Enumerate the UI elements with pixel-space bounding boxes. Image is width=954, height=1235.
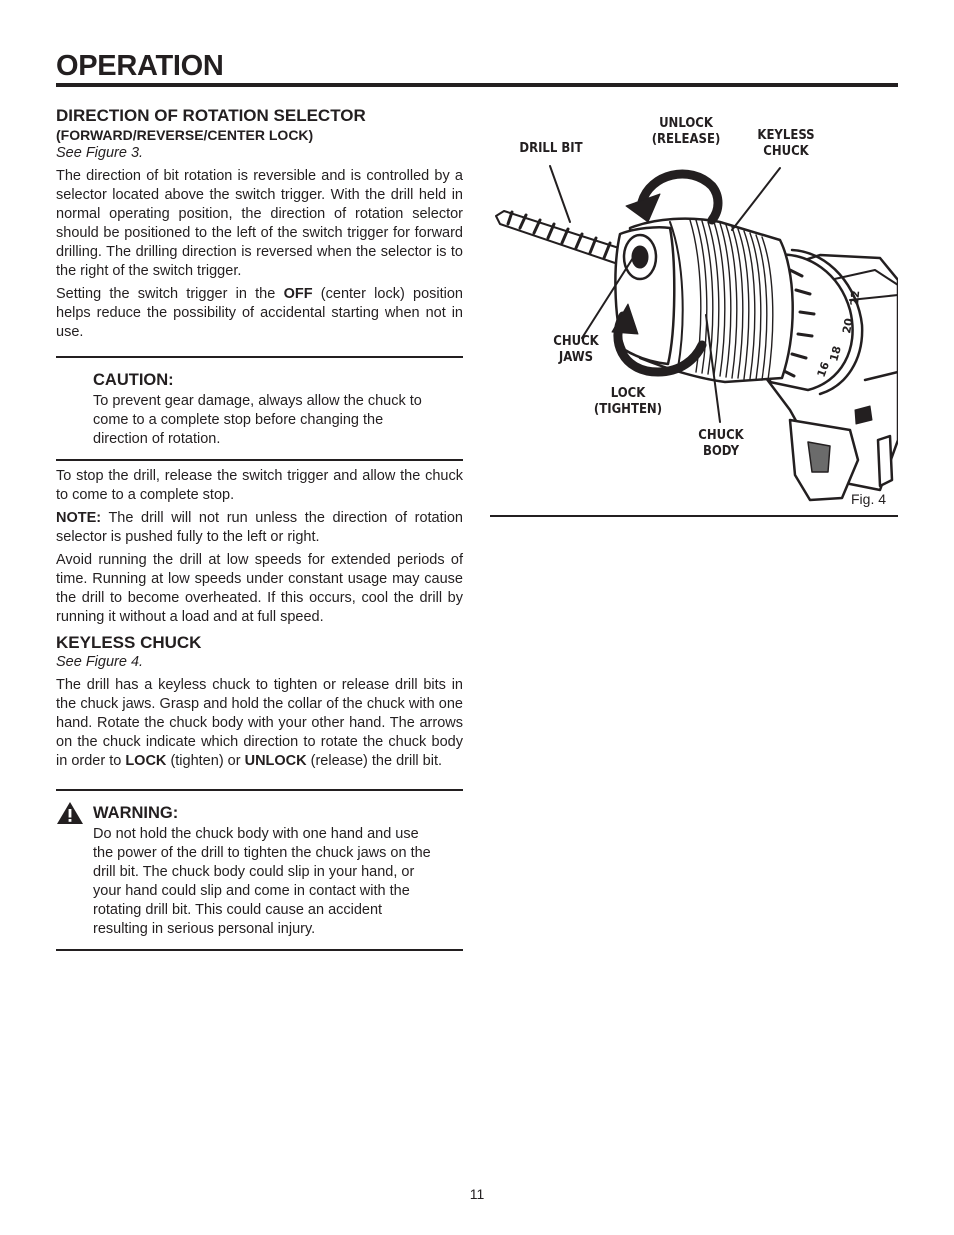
title-rule bbox=[56, 83, 898, 87]
page-number: 11 bbox=[469, 1186, 485, 1202]
caution-heading: CAUTION: bbox=[93, 371, 174, 389]
caution-text: To prevent gear damage, always allow the chuck to come to a complete stop before changing the direction of rotation. bbox=[93, 393, 422, 447]
see-figure-4: See Figure 4. bbox=[56, 654, 144, 670]
note-text: The drill will not run unless the direction of rotation selector is pushed fully to the left or right. bbox=[56, 510, 463, 545]
unlock-keyword: UNLOCK bbox=[244, 753, 307, 769]
caution-box bbox=[56, 356, 463, 461]
keyless-paragraph bbox=[56, 676, 463, 771]
stop-paragraph: To stop the drill, release the switch trigger and allow the chuck to come to a complete stop. bbox=[56, 468, 463, 503]
label-line: KEYLESS bbox=[757, 128, 815, 143]
label-chuck-jaws bbox=[544, 334, 608, 366]
warning-box bbox=[56, 789, 463, 951]
clutch-number-20: 20 bbox=[840, 317, 856, 335]
label-drill-bit bbox=[514, 141, 588, 157]
label-line: DRILL BIT bbox=[519, 141, 583, 156]
left-column bbox=[56, 106, 463, 951]
label-line: JAWS bbox=[558, 350, 594, 365]
label-line: CHUCK bbox=[763, 144, 809, 159]
see-figure-3: See Figure 3. bbox=[56, 145, 144, 161]
off-keyword: OFF bbox=[283, 286, 313, 302]
lock-keyword: LOCK bbox=[125, 753, 167, 769]
text-run: (release) the drill bit. bbox=[306, 753, 443, 769]
label-lock-tighten bbox=[588, 386, 668, 418]
warning-triangle-icon bbox=[56, 801, 84, 825]
text-run: The drill has a keyless chuck to tighten or release drill bits in the chuck jaws. Grasp and hold the collar of the chuck with one hand. Rotate the chuck body with your other hand. The arrows on the chuck indicate which direction to rotate the chuck body in order to bbox=[56, 677, 463, 769]
label-line: (TIGHTEN) bbox=[593, 402, 663, 417]
warning-text: Do not hold the chuck body with one hand and use the power of the drill to tighten the chuck jaws on the drill bit. The chuck body could slip in your hand, or your hand could slip and come in contact with the rotating drill bit. This could cause an accident resulting in serious personal injury. bbox=[93, 826, 431, 937]
text-run: Setting the switch trigger in the bbox=[56, 286, 284, 302]
section-title-keyless: KEYLESS CHUCK bbox=[56, 633, 202, 652]
clutch-number-18: 18 bbox=[827, 344, 844, 363]
label-unlock-release bbox=[645, 116, 727, 148]
label-chuck-body bbox=[690, 428, 752, 460]
label-line: BODY bbox=[702, 444, 740, 459]
text-run: (tighten) or bbox=[166, 753, 245, 769]
rotation-paragraph-2 bbox=[56, 285, 463, 342]
section-subtitle-rotation: (FORWARD/REVERSE/CENTER LOCK) bbox=[56, 127, 314, 143]
clutch-number-22: 22 bbox=[848, 289, 863, 307]
section-title-rotation: DIRECTION OF ROTATION SELECTOR bbox=[56, 106, 366, 125]
label-line: CHUCK bbox=[698, 428, 744, 443]
figure-4-keyless-chuck bbox=[490, 110, 898, 516]
note-label: NOTE: bbox=[56, 510, 102, 526]
rotation-paragraph-1: The direction of bit rotation is reversible and is controlled by a selector located above the switch trigger. With the drill held in normal operating position, the direction of rotation selector should be positioned to the left of the switch trigger for forward drilling. The drilling direction is reversed when the selector is to the right of the switch trigger. bbox=[56, 168, 463, 279]
label-line: UNLOCK bbox=[659, 116, 713, 131]
label-line: LOCK bbox=[610, 386, 646, 401]
label-line: CHUCK bbox=[553, 334, 599, 349]
warning-heading: WARNING: bbox=[93, 804, 179, 822]
label-keyless-chuck bbox=[748, 128, 824, 160]
page-title: OPERATION bbox=[56, 50, 224, 82]
label-line: (RELEASE) bbox=[651, 132, 721, 147]
figure-caption: Fig. 4 bbox=[851, 491, 887, 507]
note-paragraph bbox=[56, 509, 463, 547]
text-run: (center lock) position helps reduce the possibility of accidental starting when not in use. bbox=[56, 286, 463, 340]
clutch-number-16: 16 bbox=[814, 360, 833, 380]
low-speed-paragraph: Avoid running the drill at low speeds for extended periods of time. Running at low speeds under constant usage may cause the drill to become overheated. If this occurs, cool the drill by running it without a load and at full speed. bbox=[56, 552, 463, 625]
figure-bottom-rule bbox=[490, 515, 898, 517]
